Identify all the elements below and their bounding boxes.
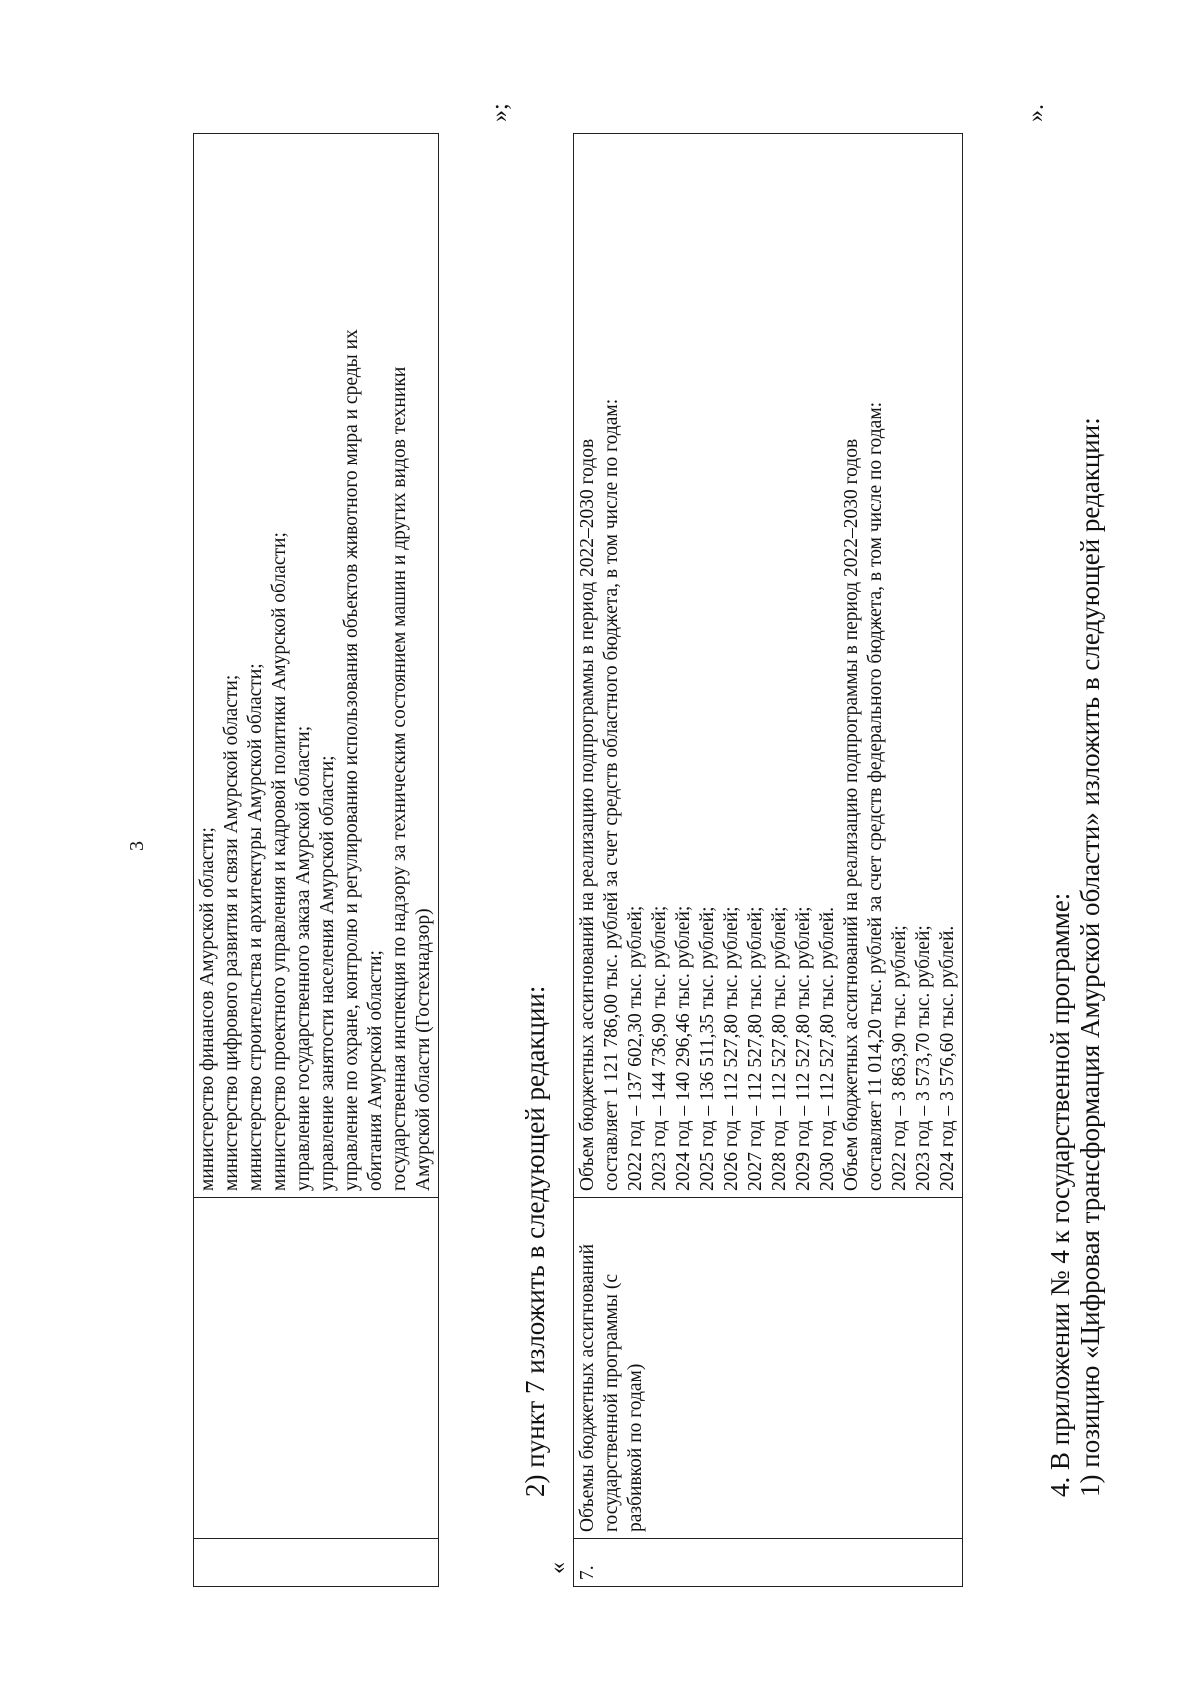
page-number: 3	[126, 841, 148, 851]
text-line: государственная инспекция по надзору за техническим состоянием машин и других видов техники	[389, 366, 410, 1191]
row-number-cell	[194, 1539, 439, 1587]
table-budget	[573, 133, 963, 1587]
text-line: министерство финансов Амурской области;	[197, 827, 218, 1191]
text-line: 2030 год – 112 527,80 тыс. рублей.	[817, 906, 838, 1191]
row-content-cell	[194, 134, 439, 1198]
text-line: управление по охране, контролю и регулированию использования объектов животного мира и среды их	[341, 329, 362, 1191]
text-line: 2023 год – 3 573,70 тыс. рублей;	[913, 925, 934, 1191]
text-line: Объем бюджетных ассигнований на реализацию подпрограммы в период 2022–2030 годов	[841, 438, 862, 1191]
paragraph-4-item-1: 1) позицию «Цифровая трансформация Амурской области» изложить в следующей редакции:	[1075, 417, 1105, 1497]
text-line: управление занятости населения Амурской области;	[317, 755, 338, 1191]
text-line: Амурской области (Гостехнадзор)	[413, 908, 434, 1191]
text-line: 2022 год – 137 602,30 тыс. рублей;	[625, 905, 646, 1191]
text-line: управление государственного заказа Амурской области;	[293, 725, 314, 1191]
row-content-cell	[574, 134, 963, 1198]
text-line: составляет 11 014,20 тыс. рублей за счет средств федерального бюджета, в том числе по годам:	[865, 401, 886, 1191]
paragraph-item-2: 2) пункт 7 изложить в следующей редакции:	[520, 985, 550, 1497]
text-line: министерство проектного управления и кадровой политики Амурской области;	[269, 532, 290, 1191]
text-line: Объем бюджетных ассигнований на реализацию подпрограммы в период 2022–2030 годов	[577, 438, 598, 1191]
text-line: 2025 год – 136 511,35 тыс. рублей;	[697, 906, 718, 1191]
text-line: 2023 год – 144 736,90 тыс. рублей;	[649, 905, 670, 1191]
text-line: 2029 год – 112 527,80 тыс. рублей;	[793, 906, 814, 1191]
text-line: 2027 год – 112 527,80 тыс. рублей;	[745, 906, 766, 1191]
text-line: министерство строительства и архитектуры Амурской области;	[245, 663, 266, 1191]
table-row	[574, 134, 963, 1587]
table-executors	[193, 133, 439, 1587]
row-label-cell	[194, 1198, 439, 1539]
text-line: 2024 год – 140 296,46 тыс. рублей;	[673, 905, 694, 1191]
text-line: обитания Амурской области;	[365, 950, 386, 1191]
paragraph-4: 4. В приложении № 4 к государственной программе:	[1045, 892, 1075, 1497]
row-number-cell: 7.	[574, 1539, 963, 1587]
closing-quote: ».	[1023, 104, 1049, 122]
text-line: 2026 год – 112 527,80 тыс. рублей;	[721, 906, 742, 1191]
text-line: составляет 1 121 786,00 тыс. рублей за счет средств областного бюджета, в том числе по годам:	[601, 398, 622, 1191]
table-row	[194, 134, 439, 1587]
row-label-cell: Объемы бюджетных ассигнований государственной программы (с разбивкой по годам)	[574, 1198, 963, 1539]
text-line: 2022 год – 3 863,90 тыс. рублей;	[889, 925, 910, 1191]
closing-quote: »;	[487, 103, 513, 122]
text-line: 2028 год – 112 527,80 тыс. рублей;	[769, 906, 790, 1191]
text-line: 2024 год – 3 576,60 тыс. рублей.	[937, 925, 958, 1191]
opening-quote: «	[545, 1562, 571, 1574]
text-line: министерство цифрового развития и связи Амурской области;	[221, 674, 242, 1191]
